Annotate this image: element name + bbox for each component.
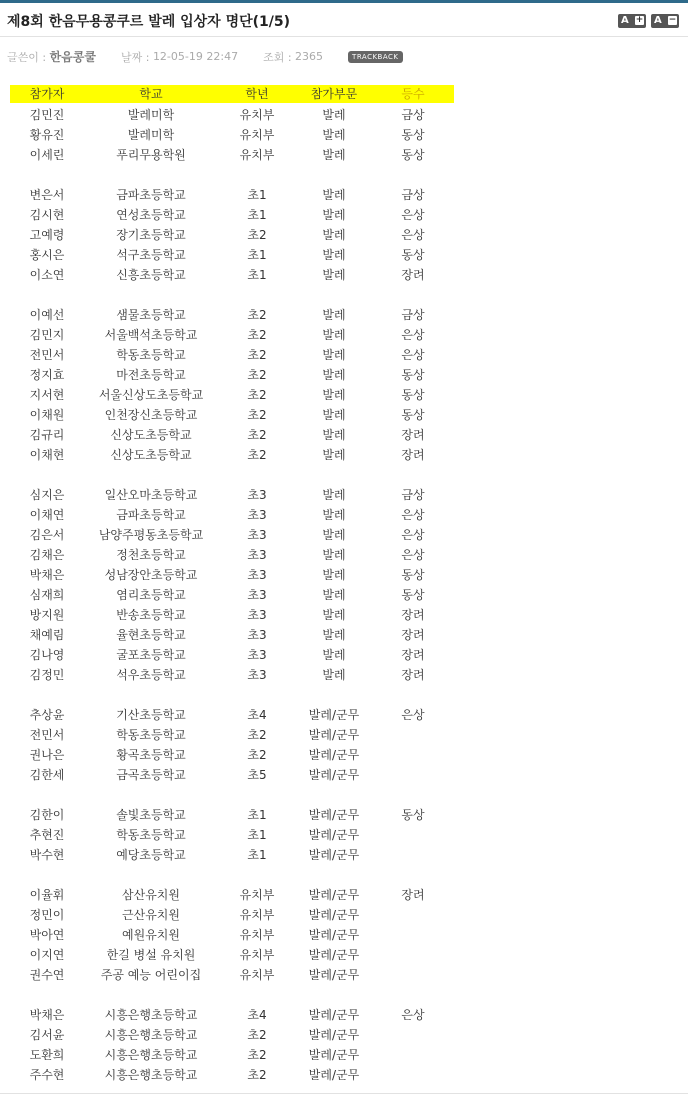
table-row xyxy=(0,145,470,165)
table-row xyxy=(0,445,470,465)
table-row xyxy=(0,525,470,545)
category-cell: 발레/군무 xyxy=(308,808,360,822)
school-cell: 석구초등학교 xyxy=(116,248,186,262)
participant-cell: 김한이 xyxy=(29,808,65,822)
school-cell: 남양주평동초등학교 xyxy=(98,528,204,542)
category-cell: 발레 xyxy=(322,408,346,422)
category-cell: 발레 xyxy=(322,528,346,542)
grade-cell: 유치부 xyxy=(239,908,275,922)
participant-cell: 이소연 xyxy=(29,268,65,282)
grade-cell: 초3 xyxy=(247,588,267,602)
grade-cell: 유치부 xyxy=(239,928,275,942)
rank-cell: 동상 xyxy=(401,128,425,142)
table-row xyxy=(0,225,470,245)
table-row xyxy=(0,425,470,445)
table-row xyxy=(0,705,470,725)
school-cell: 신흥초등학교 xyxy=(116,268,186,282)
table-row xyxy=(0,825,470,845)
rank-cell: 은상 xyxy=(401,548,425,562)
table-row xyxy=(0,1045,470,1065)
grade-cell: 초2 xyxy=(247,1028,267,1042)
table-row xyxy=(0,745,470,765)
grade-cell: 유치부 xyxy=(239,968,275,982)
school-cell: 성남장안초등학교 xyxy=(104,568,198,582)
participant-cell: 이채원 xyxy=(29,408,65,422)
table-row xyxy=(0,305,470,325)
post-title: 제8회 한음무용콩쿠르 발레 입상자 명단(1/5) xyxy=(7,14,291,30)
category-cell: 발레/군무 xyxy=(308,1068,360,1082)
participant-cell: 정민이 xyxy=(29,908,65,922)
rank-cell: 장려 xyxy=(401,428,425,442)
grade-cell: 초3 xyxy=(247,508,267,522)
category-cell: 발레 xyxy=(322,608,346,622)
grade-cell: 초5 xyxy=(247,768,267,782)
grade-cell: 초3 xyxy=(247,668,267,682)
participant-cell: 홍시은 xyxy=(29,248,65,262)
category-cell: 발레/군무 xyxy=(308,908,360,922)
grade-cell: 초3 xyxy=(247,528,267,542)
school-cell: 금파초등학교 xyxy=(116,188,186,202)
school-cell: 푸리무용학원 xyxy=(116,148,186,162)
school-cell: 학동초등학교 xyxy=(116,728,186,742)
participant-cell: 이채현 xyxy=(29,448,65,462)
category-cell: 발레/군무 xyxy=(308,948,360,962)
rank-cell: 금상 xyxy=(401,188,425,202)
views-label: 조회 : xyxy=(263,50,292,64)
participant-cell: 김나영 xyxy=(29,648,65,662)
table-row xyxy=(0,845,470,865)
category-cell: 발레 xyxy=(322,588,346,602)
minus-icon: − xyxy=(668,15,677,25)
participant-cell: 박아연 xyxy=(29,928,65,942)
school-cell: 정천초등학교 xyxy=(116,548,186,562)
category-cell: 발레/군무 xyxy=(308,1028,360,1042)
category-cell: 발레 xyxy=(322,128,346,142)
participant-cell: 김민진 xyxy=(29,108,65,122)
date-label: 날짜 : xyxy=(120,50,150,64)
school-cell: 예당초등학교 xyxy=(116,848,186,862)
category-cell: 발레 xyxy=(322,108,346,122)
table-row xyxy=(0,965,470,985)
category-cell: 발레 xyxy=(322,548,346,562)
rank-cell: 동상 xyxy=(401,148,425,162)
table-row xyxy=(0,905,470,925)
school-cell: 샘물초등학교 xyxy=(116,308,186,322)
school-cell: 인천장신초등학교 xyxy=(104,408,198,422)
category-cell: 발레/군무 xyxy=(308,1008,360,1022)
rank-cell: 장려 xyxy=(401,668,425,682)
participant-cell: 이예선 xyxy=(29,308,65,322)
table-row xyxy=(0,505,470,525)
category-cell: 발레 xyxy=(322,448,346,462)
participant-cell: 김한세 xyxy=(29,768,65,782)
rank-cell: 은상 xyxy=(401,208,425,222)
rank-cell: 장려 xyxy=(401,648,425,662)
participant-cell: 김채은 xyxy=(29,548,65,562)
participant-cell: 이채연 xyxy=(29,508,65,522)
table-row xyxy=(0,545,470,565)
font-increase-label: A xyxy=(621,15,629,26)
trackback-button[interactable]: TRACKBACK xyxy=(348,51,402,63)
school-cell: 반송초등학교 xyxy=(116,608,186,622)
rank-cell: 은상 xyxy=(401,528,425,542)
table-row xyxy=(0,265,470,285)
category-cell: 발레 xyxy=(322,428,346,442)
grade-cell: 초1 xyxy=(247,848,267,862)
school-cell: 서울신상도초등학교 xyxy=(98,388,204,402)
category-cell: 발레 xyxy=(322,388,346,402)
table-row xyxy=(0,385,470,405)
category-cell: 발레/군무 xyxy=(308,828,360,842)
rank-cell: 동상 xyxy=(401,248,425,262)
rank-cell: 동상 xyxy=(401,588,425,602)
participant-cell: 채예림 xyxy=(29,628,65,642)
participant-cell: 박채은 xyxy=(29,1008,65,1022)
category-cell: 발레 xyxy=(322,328,346,342)
grade-cell: 초3 xyxy=(247,568,267,582)
participant-cell: 변은서 xyxy=(29,188,65,202)
table-header-row xyxy=(0,84,470,104)
participant-cell: 주수현 xyxy=(29,1068,65,1082)
rank-cell: 장려 xyxy=(401,448,425,462)
school-cell: 장기초등학교 xyxy=(116,228,186,242)
category-cell: 발레 xyxy=(322,248,346,262)
font-decrease-label: A xyxy=(654,15,662,26)
header-grade: 학년 xyxy=(245,87,269,101)
rank-cell: 금상 xyxy=(401,308,425,322)
participant-cell: 전민서 xyxy=(29,348,65,362)
rank-cell: 동상 xyxy=(401,408,425,422)
school-cell: 삼산유치원 xyxy=(122,888,180,902)
school-cell: 시흥은행초등학교 xyxy=(104,1028,198,1042)
participant-cell: 이세린 xyxy=(29,148,65,162)
header-school: 학교 xyxy=(139,87,163,101)
school-cell: 한길 병설 유치원 xyxy=(106,948,196,962)
category-cell: 발레 xyxy=(322,268,346,282)
participant-cell: 지서현 xyxy=(29,388,65,402)
rank-cell: 은상 xyxy=(401,1008,425,1022)
school-cell: 마전초등학교 xyxy=(116,368,186,382)
grade-cell: 유치부 xyxy=(239,108,275,122)
category-cell: 발레/군무 xyxy=(308,888,360,902)
category-cell: 발레/군무 xyxy=(308,768,360,782)
grade-cell: 유치부 xyxy=(239,128,275,142)
participant-cell: 김정민 xyxy=(29,668,65,682)
grade-cell: 초2 xyxy=(247,1048,267,1062)
school-cell: 주공 예능 어린이집 xyxy=(100,968,202,982)
school-cell: 발레미학 xyxy=(127,108,175,122)
category-cell: 발레 xyxy=(322,648,346,662)
rank-cell: 장려 xyxy=(401,608,425,622)
category-cell: 발레/군무 xyxy=(308,1048,360,1062)
table-row xyxy=(0,365,470,385)
school-cell: 시흥은행초등학교 xyxy=(104,1068,198,1082)
participant-cell: 심재희 xyxy=(29,588,65,602)
grade-cell: 초2 xyxy=(247,308,267,322)
table-row xyxy=(0,645,470,665)
table-row xyxy=(0,805,470,825)
rank-cell: 동상 xyxy=(401,388,425,402)
participant-cell: 심지은 xyxy=(29,488,65,502)
post-meta xyxy=(7,48,403,64)
table-row xyxy=(0,665,470,685)
school-cell: 율현초등학교 xyxy=(116,628,186,642)
rank-cell: 은상 xyxy=(401,708,425,722)
views-count: 2365 xyxy=(295,50,324,63)
category-cell: 발레 xyxy=(322,308,346,322)
category-cell: 발레 xyxy=(322,348,346,362)
grade-cell: 초2 xyxy=(247,388,267,402)
grade-cell: 초2 xyxy=(247,368,267,382)
font-size-increase-button[interactable] xyxy=(618,14,646,28)
grade-cell: 초2 xyxy=(247,328,267,342)
participant-cell: 김은서 xyxy=(29,528,65,542)
category-cell: 발레 xyxy=(322,188,346,202)
table-row xyxy=(0,205,470,225)
category-cell: 발레/군무 xyxy=(308,728,360,742)
participant-cell: 이율휘 xyxy=(29,888,65,902)
school-cell: 황곡초등학교 xyxy=(116,748,186,762)
school-cell: 서울백석초등학교 xyxy=(104,328,198,342)
grade-cell: 초3 xyxy=(247,548,267,562)
participant-cell: 추현진 xyxy=(29,828,65,842)
grade-cell: 초2 xyxy=(247,1068,267,1082)
font-size-decrease-button[interactable] xyxy=(651,14,679,28)
grade-cell: 초2 xyxy=(247,448,267,462)
table-row xyxy=(0,105,470,125)
grade-cell: 유치부 xyxy=(239,948,275,962)
category-cell: 발레/군무 xyxy=(308,968,360,982)
category-cell: 발레 xyxy=(322,148,346,162)
rank-cell: 장려 xyxy=(401,888,425,902)
table-row xyxy=(0,925,470,945)
grade-cell: 초2 xyxy=(247,428,267,442)
plus-icon: + xyxy=(635,15,644,25)
table-row xyxy=(0,765,470,785)
table-row xyxy=(0,1005,470,1025)
post-date: 12-05-19 22:47 xyxy=(152,50,239,63)
category-cell: 발레 xyxy=(322,228,346,242)
author-name[interactable]: 한음콩쿨 xyxy=(49,50,96,64)
grade-cell: 초1 xyxy=(247,248,267,262)
category-cell: 발레 xyxy=(322,628,346,642)
participant-cell: 황유진 xyxy=(29,128,65,142)
category-cell: 발레/군무 xyxy=(308,748,360,762)
table-row xyxy=(0,945,470,965)
post-header xyxy=(0,3,688,37)
school-cell: 굴포초등학교 xyxy=(116,648,186,662)
header-participant: 참가자 xyxy=(29,87,65,101)
table-row xyxy=(0,245,470,265)
grade-cell: 초2 xyxy=(247,348,267,362)
participant-cell: 권나은 xyxy=(29,748,65,762)
school-cell: 학동초등학교 xyxy=(116,828,186,842)
grade-cell: 초1 xyxy=(247,828,267,842)
school-cell: 시흥은행초등학교 xyxy=(104,1008,198,1022)
rank-cell: 동상 xyxy=(401,368,425,382)
post-body xyxy=(0,75,688,1095)
school-cell: 금파초등학교 xyxy=(116,508,186,522)
school-cell: 기산초등학교 xyxy=(116,708,186,722)
table-row xyxy=(0,125,470,145)
rank-cell: 은상 xyxy=(401,348,425,362)
school-cell: 염리초등학교 xyxy=(116,588,186,602)
school-cell: 근산유치원 xyxy=(122,908,180,922)
grade-cell: 초3 xyxy=(247,648,267,662)
school-cell: 발레미학 xyxy=(127,128,175,142)
table-row xyxy=(0,1065,470,1085)
grade-cell: 초1 xyxy=(247,268,267,282)
rank-cell: 동상 xyxy=(401,808,425,822)
grade-cell: 초2 xyxy=(247,728,267,742)
table-row xyxy=(0,725,470,745)
participant-cell: 김서윤 xyxy=(29,1028,65,1042)
participant-cell: 추상윤 xyxy=(29,708,65,722)
participant-cell: 박채은 xyxy=(29,568,65,582)
participant-cell: 전민서 xyxy=(29,728,65,742)
grade-cell: 초1 xyxy=(247,208,267,222)
grade-cell: 초4 xyxy=(247,708,267,722)
grade-cell: 초1 xyxy=(247,808,267,822)
participant-cell: 고예령 xyxy=(29,228,65,242)
rank-cell: 장려 xyxy=(401,628,425,642)
grade-cell: 초3 xyxy=(247,488,267,502)
school-cell: 신상도초등학교 xyxy=(110,428,192,442)
grade-cell: 유치부 xyxy=(239,148,275,162)
table-row xyxy=(0,325,470,345)
school-cell: 학동초등학교 xyxy=(116,348,186,362)
category-cell: 발레/군무 xyxy=(308,848,360,862)
participant-cell: 박수현 xyxy=(29,848,65,862)
table-row xyxy=(0,585,470,605)
rank-cell: 은상 xyxy=(401,508,425,522)
table-row xyxy=(0,565,470,585)
author-label: 글쓴이 : xyxy=(7,50,47,64)
school-cell: 시흥은행초등학교 xyxy=(104,1048,198,1062)
school-cell: 솔빛초등학교 xyxy=(116,808,186,822)
participant-cell: 김시현 xyxy=(29,208,65,222)
header-rank: 등수 xyxy=(401,87,425,101)
table-row xyxy=(0,1025,470,1045)
school-cell: 연성초등학교 xyxy=(116,208,186,222)
table-row xyxy=(0,485,470,505)
school-cell: 금곡초등학교 xyxy=(116,768,186,782)
participant-cell: 이지연 xyxy=(29,948,65,962)
footer-divider xyxy=(0,1093,688,1094)
table-row xyxy=(0,405,470,425)
grade-cell: 초1 xyxy=(247,188,267,202)
category-cell: 발레 xyxy=(322,488,346,502)
rank-cell: 금상 xyxy=(401,488,425,502)
grade-cell: 초4 xyxy=(247,1008,267,1022)
header-category: 참가부문 xyxy=(310,87,358,101)
category-cell: 발레 xyxy=(322,368,346,382)
participant-cell: 정지효 xyxy=(29,368,65,382)
rank-cell: 은상 xyxy=(401,328,425,342)
participant-cell: 도환희 xyxy=(29,1048,65,1062)
participant-cell: 김규리 xyxy=(29,428,65,442)
grade-cell: 초3 xyxy=(247,608,267,622)
category-cell: 발레 xyxy=(322,208,346,222)
participant-cell: 방지원 xyxy=(29,608,65,622)
rank-cell: 금상 xyxy=(401,108,425,122)
grade-cell: 초2 xyxy=(247,228,267,242)
category-cell: 발레 xyxy=(322,508,346,522)
category-cell: 발레/군무 xyxy=(308,708,360,722)
table-row xyxy=(0,605,470,625)
school-cell: 일산오마초등학교 xyxy=(104,488,198,502)
rank-cell: 동상 xyxy=(401,568,425,582)
school-cell: 신상도초등학교 xyxy=(110,448,192,462)
participant-cell: 권수연 xyxy=(29,968,65,982)
grade-cell: 유치부 xyxy=(239,888,275,902)
grade-cell: 초3 xyxy=(247,628,267,642)
rank-cell: 장려 xyxy=(401,268,425,282)
table-row xyxy=(0,625,470,645)
rank-cell: 은상 xyxy=(401,228,425,242)
category-cell: 발레 xyxy=(322,668,346,682)
school-cell: 석우초등학교 xyxy=(116,668,186,682)
table-row xyxy=(0,185,470,205)
participant-cell: 김민지 xyxy=(29,328,65,342)
category-cell: 발레 xyxy=(322,568,346,582)
table-row xyxy=(0,885,470,905)
grade-cell: 초2 xyxy=(247,748,267,762)
category-cell: 발레/군무 xyxy=(308,928,360,942)
school-cell: 예원유치원 xyxy=(122,928,180,942)
table-row xyxy=(0,345,470,365)
grade-cell: 초2 xyxy=(247,408,267,422)
